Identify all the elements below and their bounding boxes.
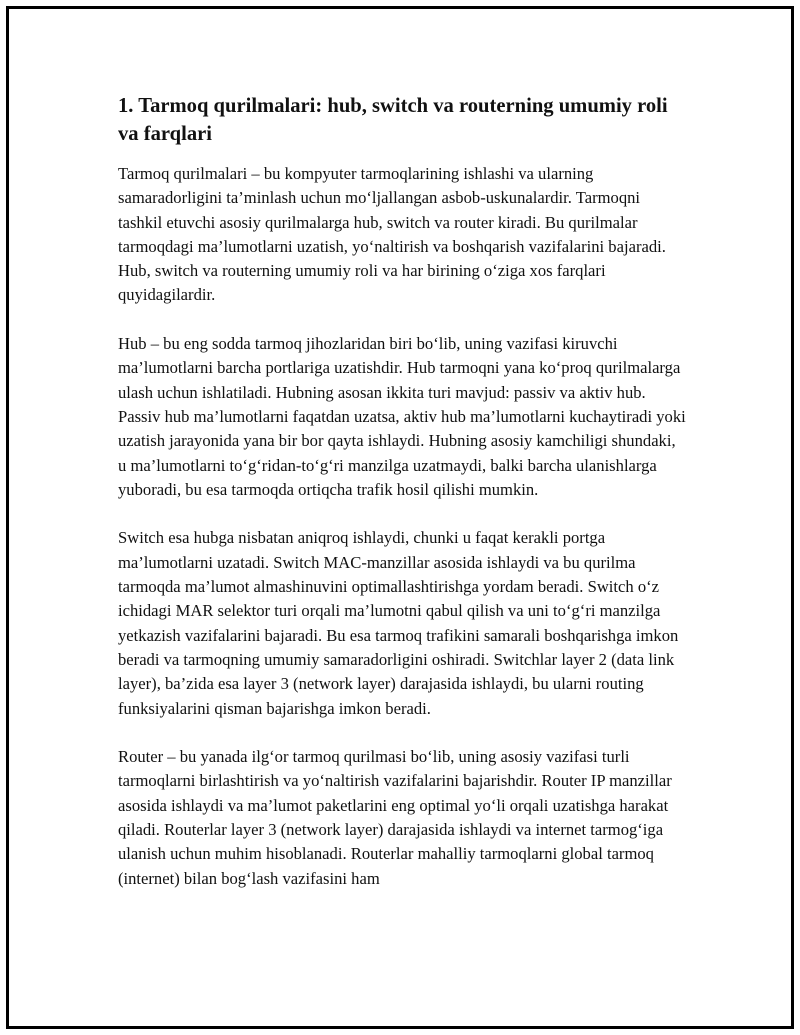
paragraph-intro: Tarmoq qurilmalari – bu kompyuter tarmoqlarining ishlashi va ularning samaradorligini ta’minlash uchun mo‘ljallangan asbob-uskunalardir. Tarmoqni tashkil etuvchi asosiy qurilmalarga hub, switch va router kiradi. Bu qurilmalar tarmoqdagi ma’lumotlarni uzatish, yo‘naltirish va boshqarish vazifalarini bajaradi. Hub, switch va routerning umumiy roli va har birining o‘ziga xos farqlari quyidagilardir. <box>118 164 666 305</box>
paragraph-hub: Hub – bu eng sodda tarmoq jihozlaridan biri bo‘lib, uning vazifasi kiruvchi ma’lumotlarni barcha portlariga uzatishdir. Hub tarmoqni yana ko‘proq qurilmalarga ulash uchun ishlatiladi. Hubning asosan ikkita turi mavjud: passiv va aktiv hub. Passiv hub ma’lumotlarni faqatdan uzatsa, aktiv hub ma’lumotlarni kuchaytiradi yoki uzatish jarayonida yana bir bor qayta ishlaydi. Hubning asosiy kamchiligi shundaki, u ma’lumotlarni to‘g‘ridan-to‘g‘ri manzilga uzatmaydi, balki barcha ulanishlarga yuboradi, bu esa tarmoqda ortiqcha trafik hosil qilishi mumkin. <box>118 334 686 499</box>
section-heading: 1. Tarmoq qurilmalari: hub, switch va routerning umumiy roli va farqlari <box>118 95 668 145</box>
paragraph-router: Router – bu yanada ilg‘or tarmoq qurilmasi bo‘lib, uning asosiy vazifasi turli tarmoqlarni birlashtirish va yo‘naltirish vazifalarini bajarishdir. Router IP manzillar asosida ishlaydi va ma’lumot paketlarini eng optimal yo‘li orqali uzatishga harakat qiladi. Routerlar layer 3 (network layer) darajasida ishlaydi va internet tarmog‘iga ulanish uchun muhim hisoblanadi. Routerlar mahalliy tarmoqlarni global tarmoq (internet) bilan bog‘lash vazifasini ham <box>118 747 672 888</box>
paragraph-switch: Switch esa hubga nisbatan aniqroq ishlaydi, chunki u faqat kerakli portga ma’lumotlarni uzatadi. Switch MAC-manzillar asosida ishlaydi va bu qurilma tarmoqda ma’lumot almashinuvini optimallashtirishga yordam beradi. Switch o‘z ichidagi MAR selektor turi orqali ma’lumotni qabul qilish va uni to‘g‘ri manzilga yetkazish vazifalarini bajaradi. Bu esa tarmoq trafikini samarali boshqarishga imkon beradi va tarmoqning umumiy samaradorligini oshiradi. Switchlar layer 2 (data link layer), ba’zida esa layer 3 (network layer) darajasida ishlaydi, bu ularni routing funksiyalarini qisman bajarishga imkon beradi. <box>118 528 679 718</box>
document-body <box>118 92 688 915</box>
